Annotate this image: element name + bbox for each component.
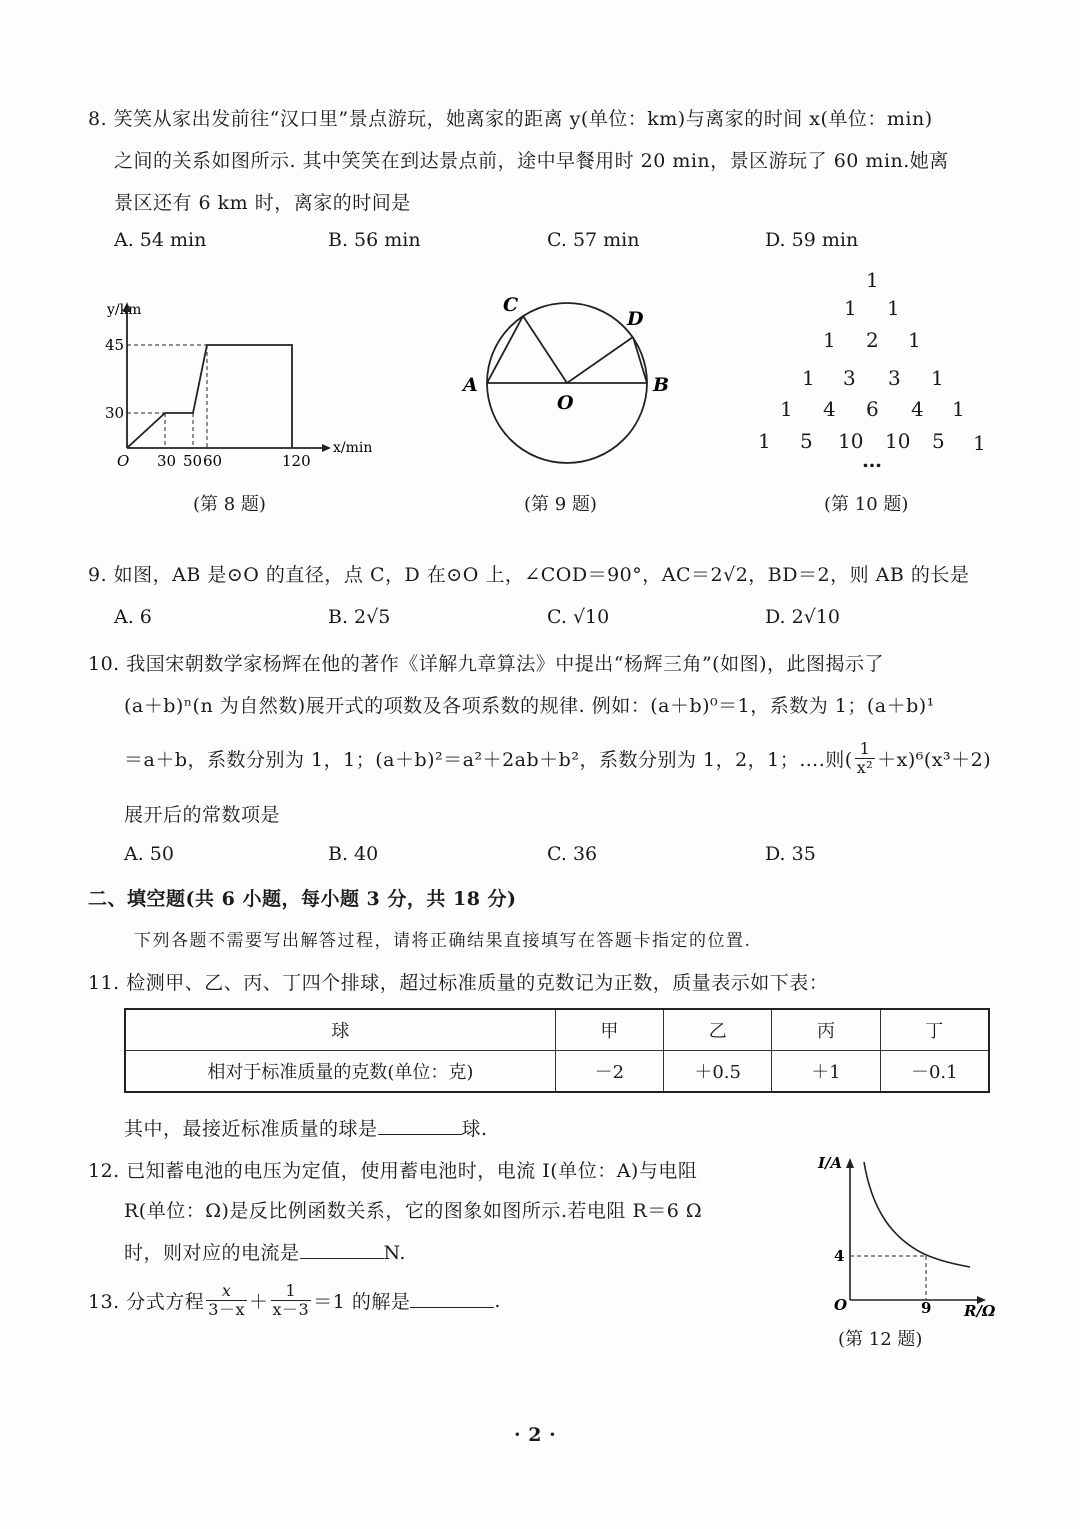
q10-fraction	[855, 740, 875, 777]
table-cell: ＋0.5	[664, 1051, 772, 1093]
pascal-r3-c1: 3	[843, 366, 856, 390]
label-a: A	[463, 374, 478, 396]
chord-ac	[487, 316, 523, 383]
q13-answer-blank[interactable]	[410, 1293, 494, 1308]
q12-line2: R(单位：Ω)是反比例函数关系，它的图象如图所示.若电阻 R＝6 Ω	[124, 1200, 703, 1222]
pascal-r5-c1: 5	[800, 429, 813, 453]
q10-line3-text-a: ＝a＋b，系数分别为 1，1；(a＋b)²＝a²＋2ab＋b²，系数分别为 1，2，1；….则(	[124, 749, 853, 771]
table-cell: 丁	[880, 1009, 989, 1051]
q11-stem: 11. 检测甲、乙、丙、丁四个排球，超过标准质量的克数记为正数，质量表示如下表：	[88, 972, 829, 994]
q10-option-c[interactable]: C. 36	[547, 843, 598, 865]
q8-distance-time-graph	[95, 290, 385, 480]
pascal-r3-c0: 1	[802, 366, 815, 390]
y-axis-label: I/A	[818, 1154, 843, 1172]
table-cell: ＋1	[772, 1051, 880, 1093]
xtick-30: 30	[157, 452, 177, 470]
q10-option-a[interactable]: A. 50	[124, 843, 174, 865]
pascal-r4-c2: 6	[866, 397, 879, 421]
q8-line3: 景区还有 6 km 时，离家的时间是	[114, 192, 411, 214]
q12-answer-blank[interactable]	[300, 1244, 384, 1259]
pascal-r4-c1: 4	[823, 397, 836, 421]
q10-frac-den: x²	[856, 758, 874, 777]
q13-pre: 13. 分式方程	[88, 1291, 205, 1313]
label-d: D	[627, 308, 644, 330]
xtick-9: 9	[921, 1299, 932, 1317]
table-row	[125, 1051, 989, 1093]
pascal-r1-c0: 1	[844, 296, 857, 320]
q13-f1-den: 3－x	[208, 1300, 245, 1319]
pascal-r1-c1: 1	[887, 296, 900, 320]
q10-line3	[124, 740, 991, 777]
table-cell: 甲	[555, 1009, 663, 1051]
chord-bd	[633, 337, 647, 383]
pascal-r3-c2: 3	[888, 366, 901, 390]
section2-title: 二、填空题(共 6 小题，每小题 3 分，共 18 分)	[88, 888, 517, 910]
page-number: · 2 ·	[514, 1424, 557, 1446]
q10-option-d[interactable]: D. 35	[765, 843, 816, 865]
origin-label: O	[834, 1296, 848, 1314]
pascal-r4-c3: 4	[911, 397, 924, 421]
table-cell: －0.1	[880, 1051, 989, 1093]
q10-option-b[interactable]: B. 40	[328, 843, 379, 865]
q8-line2: 之间的关系如图所示. 其中笑笑在到达景点前，途中早餐用时 20 min，景区游玩了 60 min.她离	[114, 150, 949, 172]
origin-label: O	[117, 452, 130, 470]
q13-fraction-1	[206, 1282, 247, 1319]
ytick-30: 30	[105, 404, 125, 422]
q12-line3-pre: 时，则对应的电流是	[124, 1242, 300, 1264]
q9-option-d[interactable]: D. 2√10	[765, 606, 841, 628]
q11-table	[124, 1008, 990, 1093]
pascal-r3-c3: 1	[931, 366, 944, 390]
q9-caption: (第 9 题)	[524, 494, 597, 515]
q8-line1: 8. 笑笑从家出发前往“汉口里”景点游玩，她离家的距离 y(单位：km)与离家的时间 x(单位：min)	[88, 108, 933, 130]
q9-option-c[interactable]: C. √10	[547, 606, 610, 628]
q13-line	[88, 1282, 501, 1319]
ytick-45: 45	[105, 336, 125, 354]
table-cell: 丙	[772, 1009, 880, 1051]
q10-line4: 展开后的常数项是	[124, 804, 281, 826]
pascal-r0-c0: 1	[866, 268, 879, 292]
table-cell: －2	[555, 1051, 663, 1093]
q9-option-a[interactable]: A. 6	[114, 606, 152, 628]
q13-f2-den: x－3	[272, 1300, 310, 1319]
q12-line3-post: N.	[383, 1242, 406, 1264]
radius-od	[567, 337, 633, 383]
table-header-row	[125, 1009, 989, 1051]
x-axis-arrow	[322, 444, 331, 452]
label-o: O	[557, 392, 574, 414]
pascal-r5-c4: 5	[932, 429, 945, 453]
distance-line	[127, 345, 292, 448]
pascal-r5-c5: 1	[973, 431, 986, 455]
label-b: B	[653, 374, 670, 396]
q8-option-d[interactable]: D. 59 min	[765, 229, 859, 251]
pascal-r5-c3: 10	[885, 429, 911, 453]
q13-post: ＝1 的解是	[313, 1291, 411, 1313]
y-axis-label: y/km	[107, 302, 142, 318]
q11-answer-line	[124, 1114, 488, 1141]
ytick-4: 4	[834, 1247, 845, 1265]
x-axis-label: R/Ω	[964, 1302, 996, 1320]
q11-answer-post: 球.	[461, 1118, 488, 1140]
q12-caption: (第 12 题)	[838, 1329, 923, 1350]
q13-f1-num: x	[206, 1282, 247, 1301]
q11-answer-pre: 其中，最接近标准质量的球是	[124, 1118, 378, 1140]
pascal-ellipsis: …	[862, 448, 882, 472]
table-cell: 乙	[664, 1009, 772, 1051]
xtick-50: 50	[183, 452, 203, 470]
q12-current-resistance-graph	[812, 1150, 1002, 1322]
q8-option-c[interactable]: C. 57 min	[547, 229, 640, 251]
q13-fraction-2	[271, 1282, 312, 1319]
pascal-r2-c0: 1	[823, 328, 836, 352]
q10-frac-num: 1	[855, 740, 875, 759]
q10-line1: 10. 我国宋朝数学家杨辉在他的著作《详解九章算法》中提出“杨辉三角”(如图)，此图揭示了	[88, 653, 885, 675]
table-cell: 球	[125, 1009, 555, 1051]
q10-line3-text-b: ＋x)⁶(x³＋2)	[877, 749, 992, 771]
pascal-r5-c0: 1	[758, 429, 771, 453]
q12-line3	[124, 1238, 406, 1265]
pascal-r4-c0: 1	[780, 397, 793, 421]
inverse-curve	[864, 1162, 970, 1267]
q13-end: .	[494, 1289, 501, 1312]
q11-answer-blank[interactable]	[378, 1120, 462, 1135]
pascal-r2-c1: 2	[866, 328, 879, 352]
q8-caption: (第 8 题)	[193, 494, 266, 515]
pascal-r5-c2: 10	[838, 429, 864, 453]
q12-line1: 12. 已知蓄电池的电压为定值，使用蓄电池时，电流 I(单位：A)与电阻	[88, 1160, 698, 1182]
pascal-r4-c4: 1	[952, 397, 965, 421]
radius-oc	[523, 316, 567, 383]
label-c: C	[503, 294, 519, 316]
q10-line2: (a＋b)ⁿ(n 为自然数)展开式的项数及各项系数的规律. 例如：(a＋b)⁰＝1，系数为 1；(a＋b)¹	[124, 695, 935, 717]
xtick-120: 120	[282, 452, 311, 470]
table-cell: 相对于标准质量的克数(单位：克)	[125, 1051, 555, 1093]
q13-f2-num: 1	[271, 1282, 312, 1301]
q10-caption: (第 10 题)	[824, 494, 909, 515]
q8-option-a[interactable]: A. 54 min	[114, 229, 207, 251]
x-axis-label: x/min	[333, 440, 373, 456]
q9-option-b[interactable]: B. 2√5	[328, 606, 391, 628]
q9-circle-figure	[455, 285, 680, 485]
pascal-r2-c2: 1	[908, 328, 921, 352]
q9-stem: 9. 如图，AB 是⊙O 的直径，点 C，D 在⊙O 上，∠COD＝90°，AC＝2√2，BD＝2，则 AB 的长是	[88, 564, 970, 586]
q13-plus: ＋	[248, 1291, 269, 1313]
y-axis-arrow	[846, 1158, 854, 1168]
xtick-60: 60	[203, 452, 223, 470]
q8-option-b[interactable]: B. 56 min	[328, 229, 421, 251]
section2-note: 下列各题不需要写出解答过程，请将正确结果直接填写在答题卡指定的位置.	[134, 931, 752, 951]
